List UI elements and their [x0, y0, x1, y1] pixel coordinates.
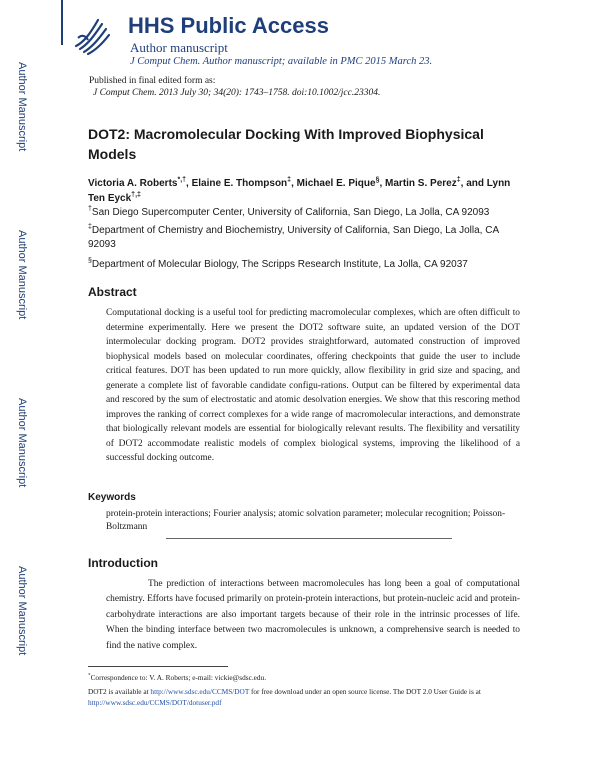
hhs-public-access-title: HHS Public Access	[128, 13, 329, 38]
author-separator: , and	[460, 178, 487, 189]
abstract-text: Computational docking is a useful tool for predicting macromolecular complexes, which are often difficult to determine experimentally. Here we present the DOT2 software suite, an updated version of the DOT intermolecular docking program. DOT2 provides straightforward, automated construction of improved biophysical models based on molecular coordinates, offering checkpoints that guide the user to include critical features. DOT has been updated to run more quickly, allow flexibility in grid size and spacing, and generate a complete list of favorable candidate configu-rations. Output can be filtered by experimental data and rescored by the sum of electrostatic and atomic desolvation energies. We show that this rescoring method improves the ranking of correct complexes for a wide range of macromolecular interactions, and demonstrate that biologically relevant models are essential for biologically relevant results. The flexibility and versatility of DOT2 accommodate realistic models of complex biological systems, improving the likelihood of a successful docking outcome.	[106, 308, 520, 463]
author-name: Michael E. Pique	[296, 178, 376, 189]
author-marks: *,†	[177, 176, 187, 184]
author-marks: §	[375, 176, 380, 184]
abstract-heading: Abstract	[88, 285, 137, 299]
citation	[93, 88, 380, 98]
user-guide-link[interactable]: http://www.sdsc.edu/CCMS/DOT/dotuser.pdf	[88, 698, 222, 707]
header-divider	[61, 0, 63, 45]
author-manuscript-label: Author Manuscript	[16, 398, 28, 488]
keywords-heading: Keywords	[88, 492, 136, 503]
author-manuscript-label: Author Manuscript	[16, 230, 28, 320]
affiliation-mark: §	[88, 257, 92, 265]
author-separator: ,	[291, 178, 297, 189]
author-separator: ,	[379, 178, 386, 189]
footnote-mark: *	[88, 672, 91, 679]
introduction-heading: Introduction	[88, 556, 158, 570]
affiliation	[88, 224, 528, 252]
correspondence-text: Correspondence to: V. A. Roberts; e-mail: vickie@sdsc.edu.	[90, 673, 267, 682]
article-title: DOT2: Macromolecular Docking With Improved Biophysical Models	[88, 126, 484, 162]
author-manuscript-label: Author Manuscript	[16, 566, 28, 656]
keywords-text: protein-protein interactions; Fourier analysis; atomic solvation parameter; molecular recognition; Poisson-Boltzmann	[106, 509, 506, 532]
affiliation	[88, 258, 528, 272]
author-marks: ‡	[287, 176, 292, 184]
affiliation-text: San Diego Supercomputer Center, University of California, San Diego, La Jolla, CA 92093	[91, 207, 490, 218]
footnote-divider	[88, 666, 228, 667]
author-name: Martin S. Perez	[385, 178, 457, 189]
author-separator: ,	[186, 178, 192, 189]
author-marks: ‡	[456, 176, 461, 184]
author-list	[88, 176, 528, 206]
citation-text: J Comput Chem. 2013 July 30; 34(20): 1743–1758. doi:10.1002/jcc.23304.	[93, 88, 381, 98]
published-label: Published in final edited form as:	[89, 76, 216, 86]
affiliation-mark: †	[88, 205, 92, 213]
author-manuscript-label: Author Manuscript	[16, 62, 28, 152]
author-marks: †,‡	[131, 191, 141, 199]
correspondence-footnote	[88, 672, 528, 683]
availability-pre: DOT2 is available at	[88, 687, 151, 696]
section-divider	[166, 538, 452, 539]
affiliation-text: Department of Chemistry and Biochemistry, University of California, San Diego, La Jolla, CA 92093	[88, 225, 499, 250]
journal-availability-line	[130, 56, 432, 67]
introduction-text: The prediction of interactions between macromolecules has long been a goal of computational chemistry. Efforts have focused primarily on protein-protein interactions, but protein-nucleic acid and protein-carbohydrate interactions are also important targets because of their role in the intrinsic processes of life. When the binding interface between two macromolecules is unknown, a comprehensive search is needed to find the native complex.	[106, 579, 520, 651]
author-name: Victoria A. Roberts	[88, 178, 178, 189]
author-manuscript-subtitle: Author manuscript	[130, 40, 228, 55]
affiliation-text: Department of Molecular Biology, The Scripps Research Institute, La Jolla, CA 92037	[91, 259, 468, 270]
availability-footnote	[88, 686, 528, 708]
hhs-eagle-logo-icon	[72, 16, 112, 56]
affiliation-mark: ‡	[88, 223, 92, 231]
affiliation	[88, 206, 528, 220]
journal-availability-text: J Comput Chem. Author manuscript; available in PMC 2015 March 23.	[130, 56, 433, 67]
left-margin	[0, 0, 46, 776]
author-name: Elaine E. Thompson	[191, 178, 288, 189]
availability-mid: for free download under an open source license. The DOT 2.0 User Guide is at	[249, 687, 481, 696]
dot-download-link[interactable]: http://www.sdsc.edu/CCMS/DOT	[150, 687, 250, 696]
author-name: Lynn Ten Eyck	[88, 178, 511, 204]
